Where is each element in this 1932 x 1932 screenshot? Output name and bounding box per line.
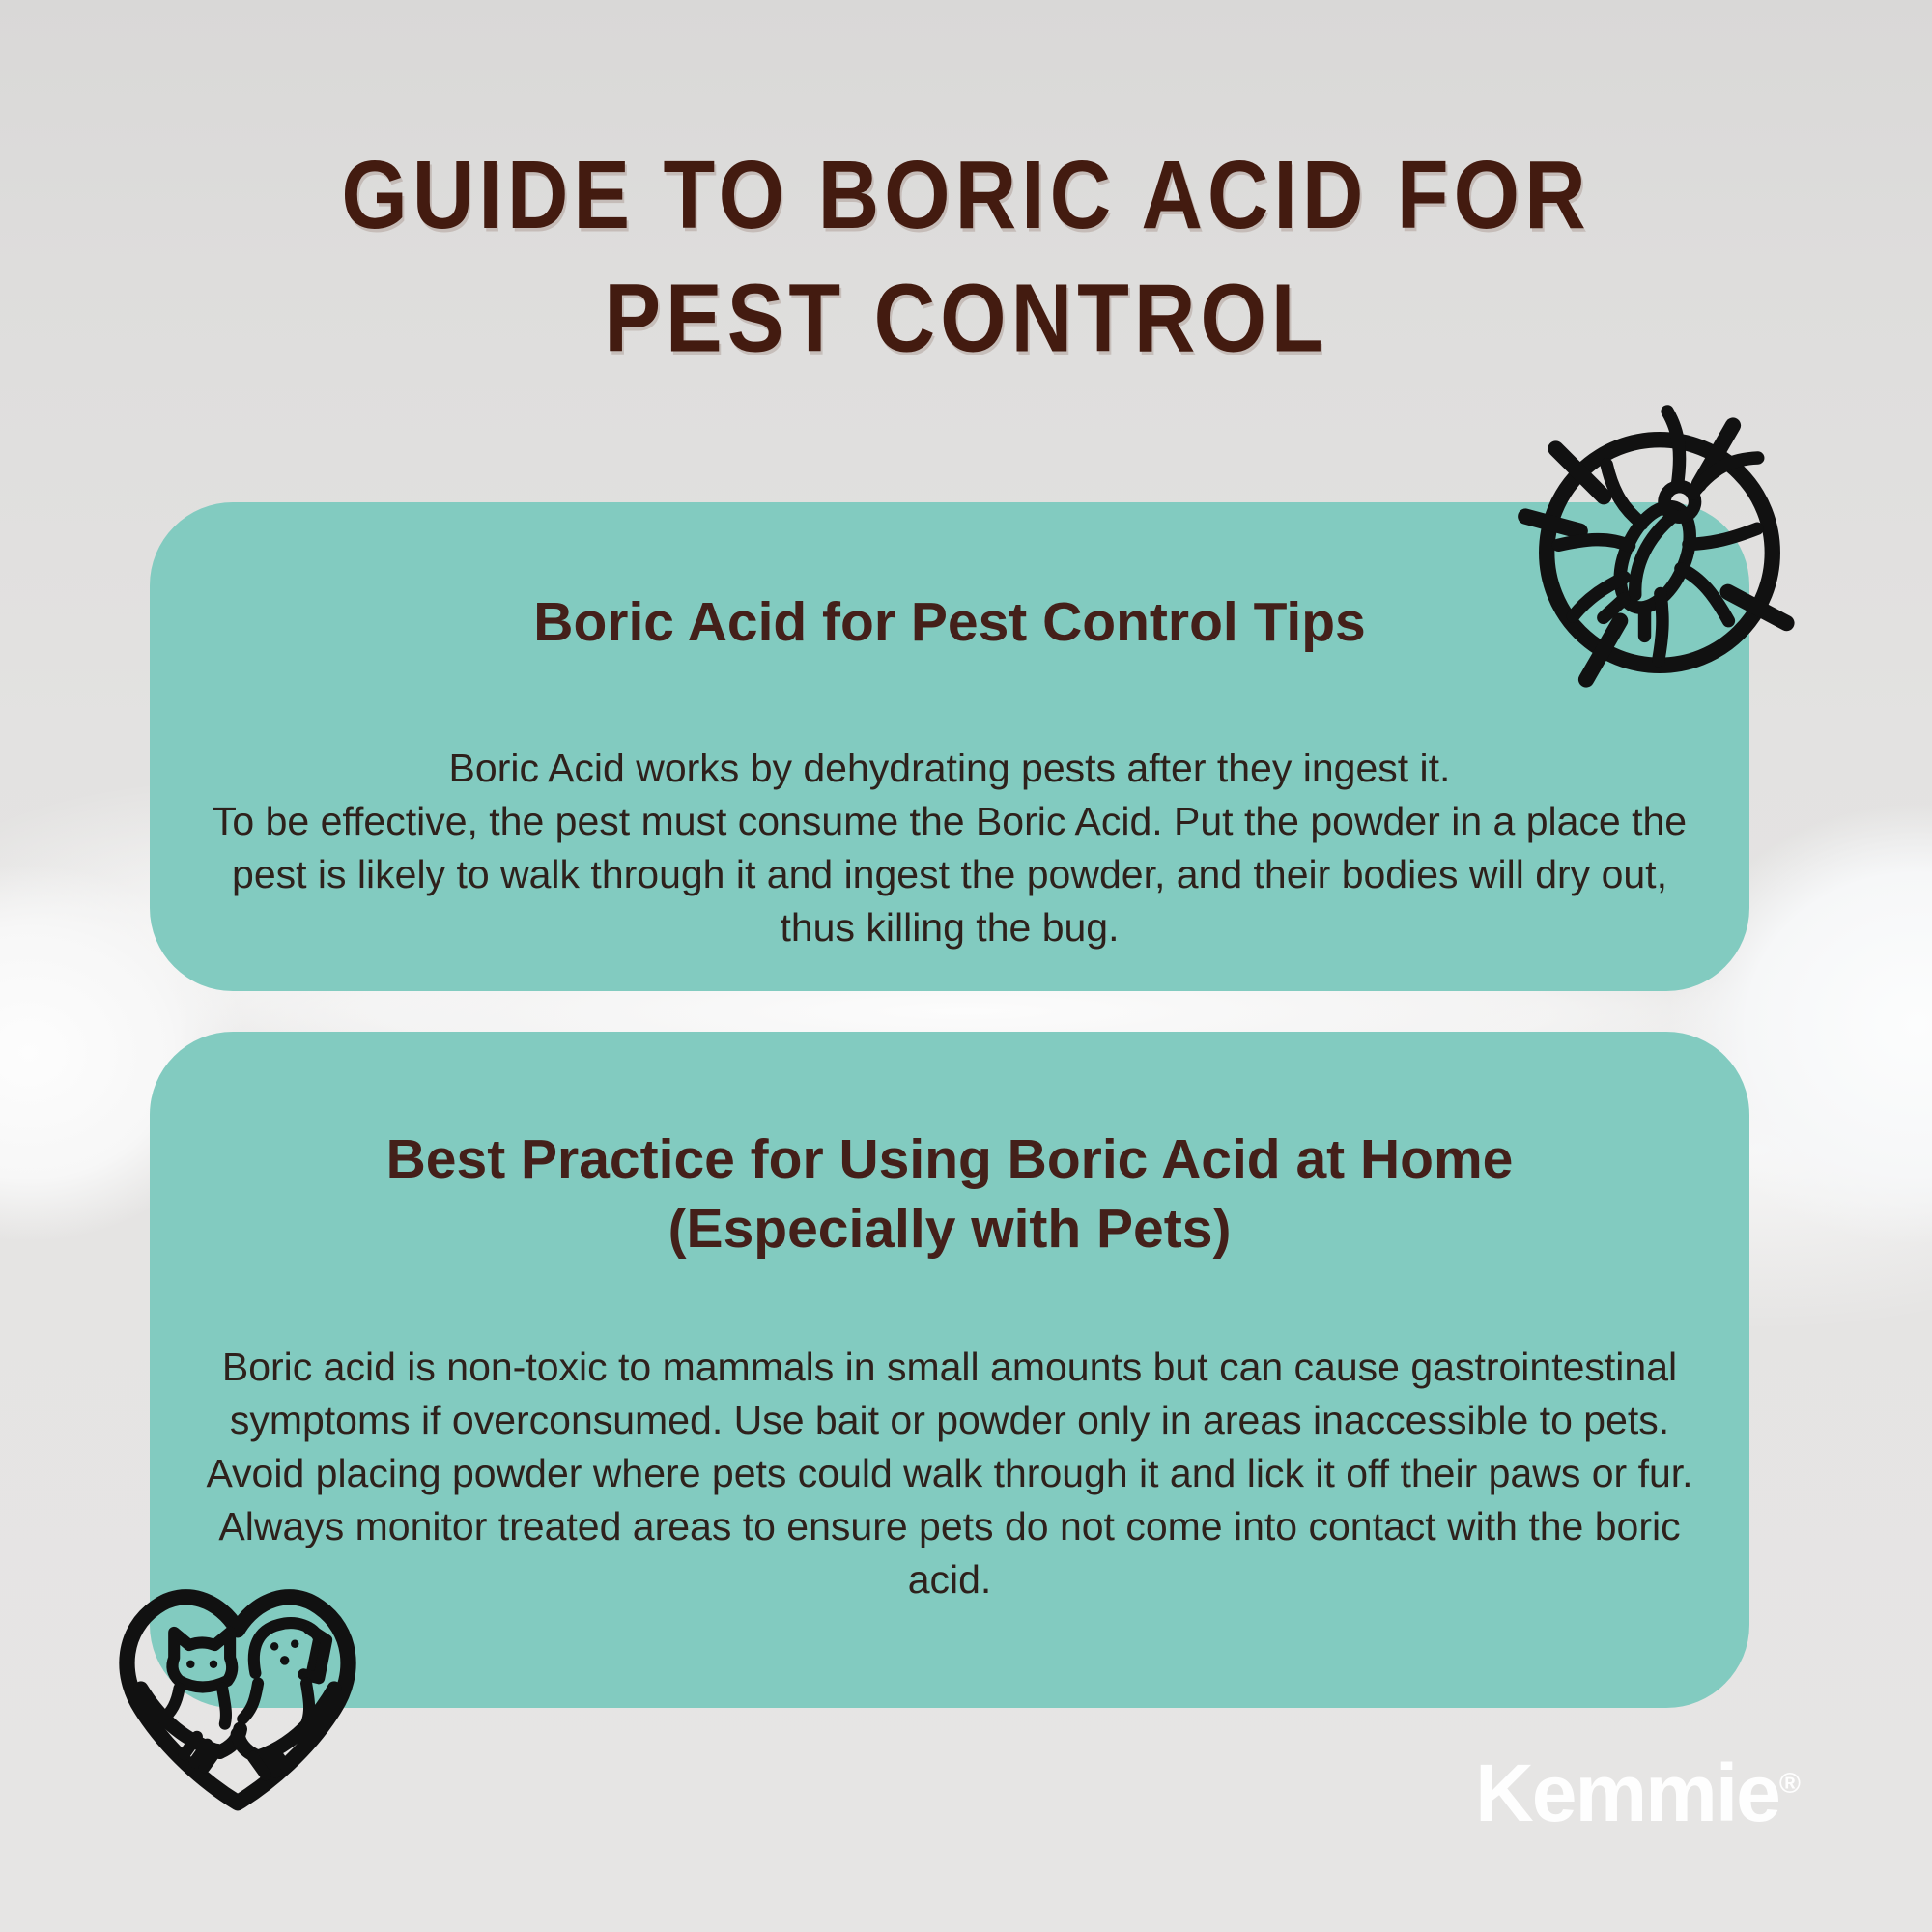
tips-card-heading: Boric Acid for Pest Control Tips (533, 591, 1366, 653)
brand-logo (1475, 1741, 1801, 1836)
page-title-line-1: GUIDE TO BORIC ACID FOR (341, 139, 1591, 249)
brand-logo-text: Kemmie (1475, 1747, 1779, 1838)
registered-mark-icon: ® (1778, 1768, 1801, 1800)
best-practice-card (150, 1032, 1749, 1708)
best-practice-card-body: Boric acid is non-toxic to mammals in small amounts but can cause gastrointestinal symptoms if overconsumed. Use bait or powder only in areas inaccessible to pets. Avoid placing powder where pets could walk through it and lick it off their paws or fur. Always monitor treated areas to ensure pets do not come into contact with the boric acid. (206, 1345, 1693, 1602)
best-practice-card-heading (150, 1124, 1749, 1264)
tips-card-body (196, 742, 1703, 954)
tips-card-body-line-1: Boric Acid works by dehydrating pests after they ingest it. (448, 746, 1451, 790)
tips-card (150, 502, 1749, 991)
tips-card-body-line-2: To be effective, the pest must consume the Boric Acid. Put the powder in a place the pest is likely to walk through it and ingest the powder, and their bodies will dry out, thus killing the bug. (212, 799, 1688, 950)
heart-pets-icon (110, 1577, 365, 1818)
page-title (0, 133, 1932, 380)
best-practice-heading-line-2: (Especially with Pets) (668, 1198, 1232, 1260)
page-title-line-2: PEST CONTROL (604, 263, 1328, 373)
best-practice-heading-line-1: Best Practice for Using Boric Acid at Home (385, 1128, 1514, 1190)
no-cockroach-icon (1519, 412, 1801, 694)
